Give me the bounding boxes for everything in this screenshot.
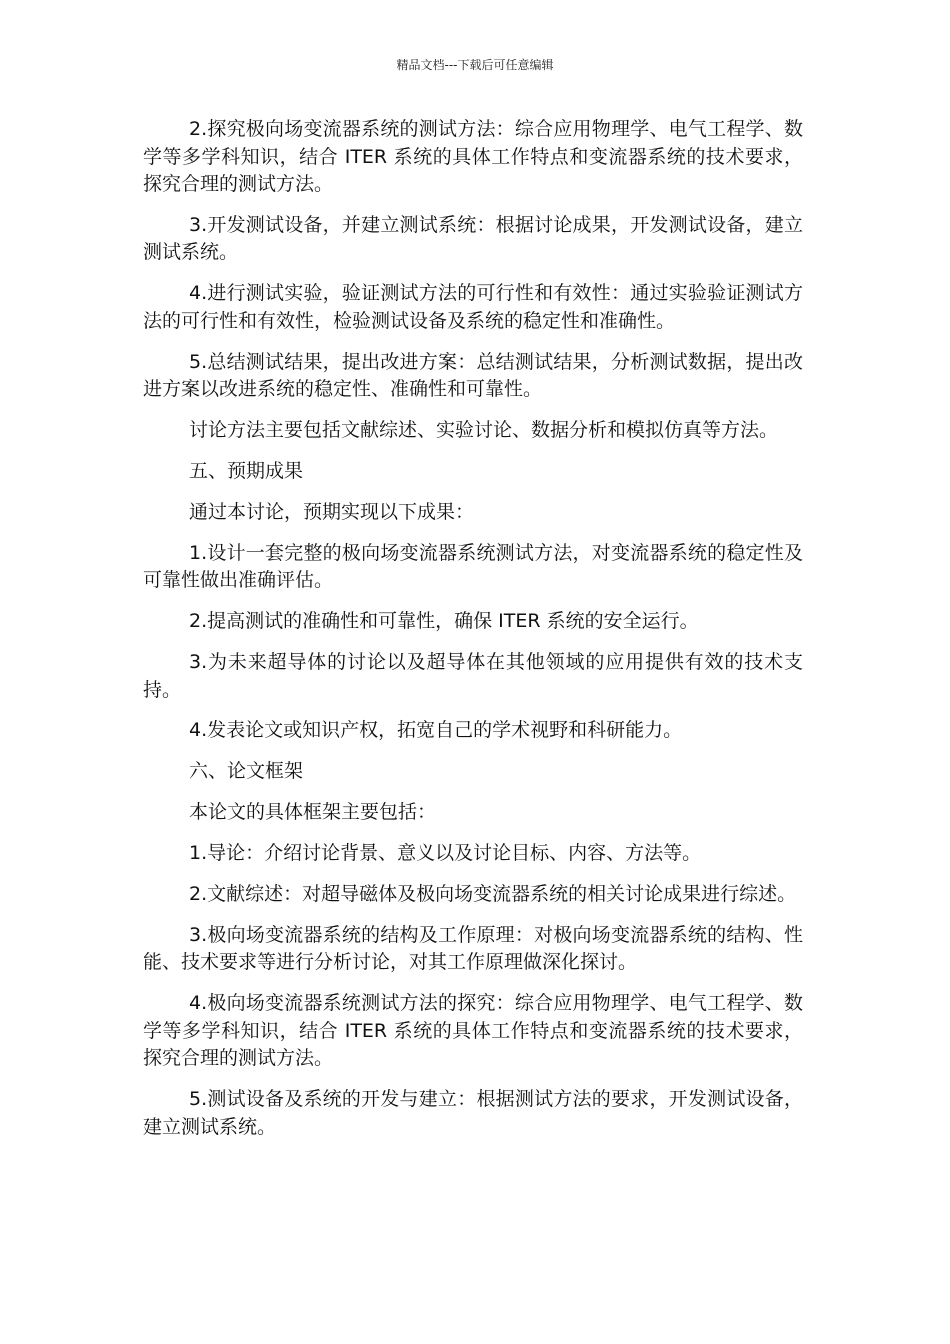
paragraph-expected-result-1: 1.设计一套完整的极向场变流器系统测试方法，对变流器系统的稳定性及可靠性做出准确评估。 (143, 541, 803, 592)
paragraph-framework-4: 4.极向场变流器系统测试方法的探究：综合应用物理学、电气工程学、数学等多学科知识，结合 ITER 系统的具体工作特点和变流器系统的技术要求，探究合理的测试方法。 (143, 992, 803, 1070)
paragraph-framework-1: 1.导论：介绍讨论背景、意义以及讨论目标、内容、方法等。 (189, 842, 702, 865)
paragraph-expected-result-3: 3.为未来超导体的讨论以及超导体在其他领域的应用提供有效的技术支持。 (143, 651, 803, 701)
document-body (143, 116, 803, 1155)
paragraph-research-methods: 讨论方法主要包括文献综述、实验讨论、数据分析和模拟仿真等方法。 (189, 419, 779, 442)
paragraph-expected-result-2: 2.提高测试的准确性和可靠性，确保 ITER 系统的安全运行。 (189, 610, 699, 633)
paragraph-expected-result-4: 4.发表论文或知识产权，拓宽自己的学术视野和科研能力。 (189, 719, 683, 742)
paragraph-framework-5: 5.测试设备及系统的开发与建立：根据测试方法的要求，开发测试设备，建立测试系统。 (143, 1088, 803, 1138)
paragraph-research-content-3: 3.开发测试设备，并建立测试系统：根据讨论成果，开发测试设备，建立测试系统。 (143, 213, 803, 264)
paragraph-research-content-4: 4.进行测试实验，验证测试方法的可行性和有效性：通过实验验证测试方法的可行性和有效性，检验测试设备及系统的稳定性和准确性。 (143, 282, 803, 332)
section-heading-expected-results: 五、预期成果 (189, 459, 304, 482)
paragraph-framework-2: 2.文献综述：对超导磁体及极向场变流器系统的相关讨论成果进行综述。 (189, 882, 797, 905)
paragraph-framework-intro: 本论文的具体框架主要包括： (189, 801, 437, 824)
section-heading-thesis-framework: 六、论文框架 (189, 760, 304, 783)
paragraph-research-content-2: 2.探究极向场变流器系统的测试方法：综合应用物理学、电气工程学、数学等多学科知识，结合 ITER 系统的具体工作特点和变流器系统的技术要求，探究合理的测试方法。 (143, 118, 803, 195)
paragraph-framework-3: 3.极向场变流器系统的结构及工作原理：对极向场变流器系统的结构、性能、技术要求等进行分析讨论，对其工作原理做深化探讨。 (143, 923, 803, 974)
paragraph-expected-intro: 通过本讨论，预期实现以下成果： (189, 500, 475, 523)
paragraph-research-content-5: 5.总结测试结果，提出改进方案：总结测试结果，分析测试数据，提出改进方案以改进系统的稳定性、准确性和可靠性。 (143, 350, 803, 401)
page-header: 精品文档---下载后可任意编辑 (396, 58, 554, 72)
